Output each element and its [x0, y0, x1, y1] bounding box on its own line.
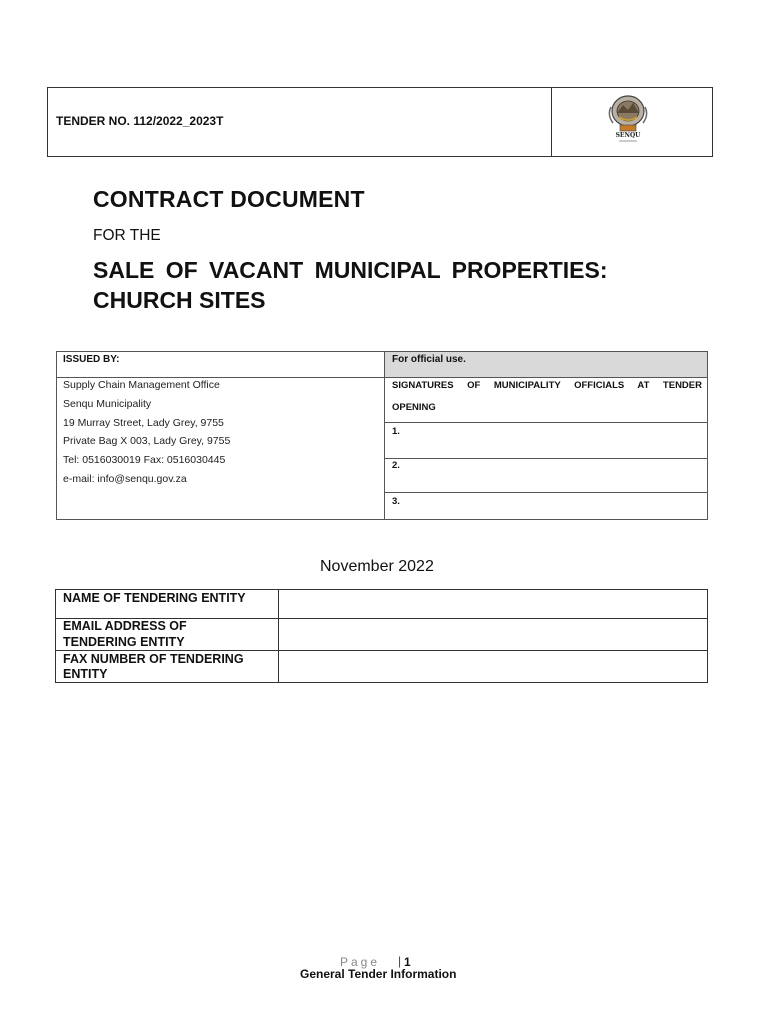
municipality-logo: [605, 93, 651, 145]
signature-row-line: [385, 492, 708, 493]
table-column-divider: [384, 351, 385, 520]
issued-by-label: ISSUED BY:: [63, 354, 120, 365]
address-line: Senqu Municipality: [63, 398, 152, 410]
signature-row-line: [385, 422, 708, 423]
logo-text: SENQU: [615, 132, 641, 139]
entity-email-label-line-1: EMAIL ADDRESS OF: [63, 619, 187, 633]
entity-fax-label-line-2: ENTITY: [63, 667, 108, 681]
main-title-line-2: CHURCH SITES: [93, 287, 266, 313]
document-title: CONTRACT DOCUMENT: [93, 186, 365, 212]
entity-email-field[interactable]: [280, 620, 706, 649]
table-header-line: [56, 377, 708, 378]
document-date: November 2022: [320, 558, 434, 575]
page-label: Page: [340, 955, 381, 969]
signature-number: 3.: [392, 496, 400, 507]
for-the-text: FOR THE: [93, 227, 161, 244]
opening-label: OPENING: [392, 402, 436, 413]
address-line: Tel: 0516030019 Fax: 0516030445: [63, 454, 226, 466]
entity-name-label: NAME OF TENDERING ENTITY: [63, 591, 246, 605]
signature-number: 2.: [392, 460, 400, 471]
address-line: e-mail: info@senqu.gov.za: [63, 473, 187, 485]
header-divider: [551, 87, 552, 157]
entity-column-divider: [278, 589, 279, 683]
address-line: 19 Murray Street, Lady Grey, 9755: [63, 417, 224, 429]
entity-fax-label-line-1: FAX NUMBER OF TENDERING: [63, 652, 244, 666]
address-line: Supply Chain Management Office: [63, 379, 220, 391]
tender-number: TENDER NO. 112/2022_2023T: [56, 114, 224, 128]
signatures-label: SIGNATURES OF MUNICIPALITY OFFICIALS AT TENDER: [392, 380, 702, 391]
entity-name-field[interactable]: [280, 591, 706, 617]
signature-number: 1.: [392, 426, 400, 437]
page-separator: |: [398, 954, 402, 968]
main-title-line-1: SALE OF VACANT MUNICIPAL PROPERTIES:: [93, 257, 608, 283]
page-number: 1: [404, 955, 411, 969]
entity-email-label-line-2: TENDERING ENTITY: [63, 635, 185, 649]
official-use-label: For official use.: [392, 354, 466, 365]
footer-text: General Tender Information: [300, 967, 457, 981]
address-line: Private Bag X 003, Lady Grey, 9755: [63, 435, 231, 447]
entity-fax-field[interactable]: [280, 652, 706, 681]
signature-row-line: [385, 458, 708, 459]
